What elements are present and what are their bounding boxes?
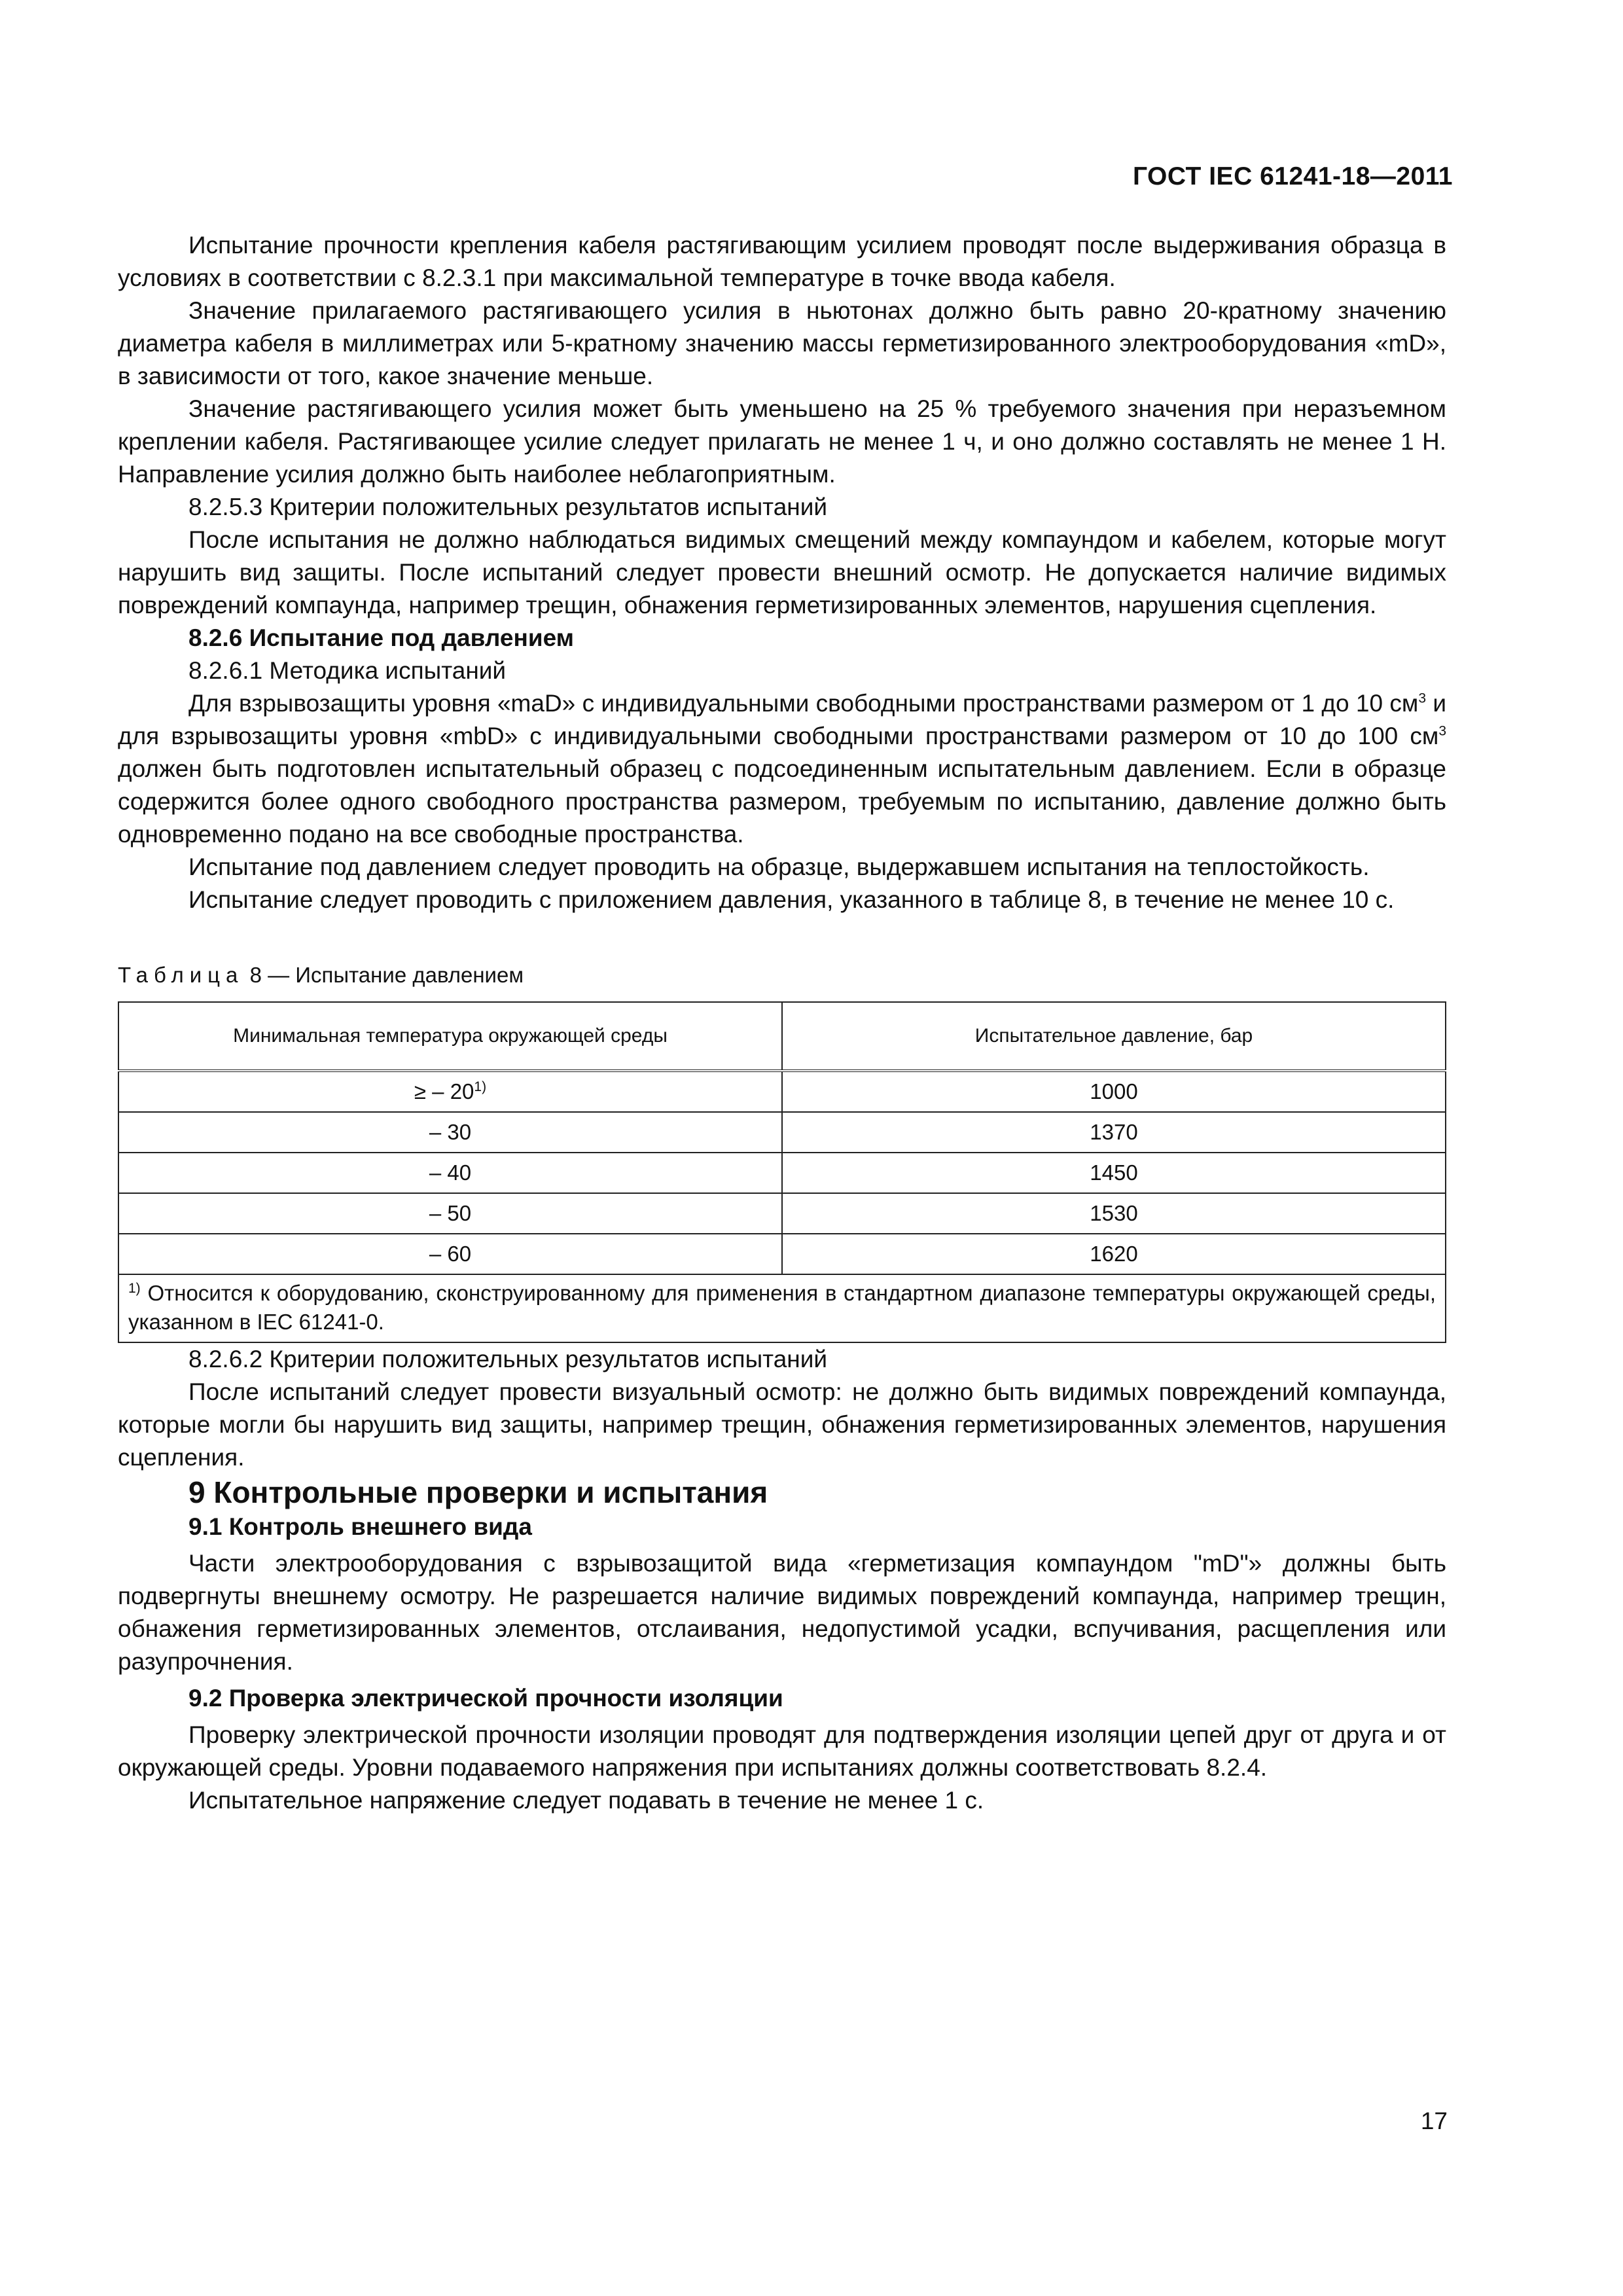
table-cell-temperature: – 60 [118, 1234, 782, 1274]
table-row [118, 1153, 1446, 1193]
table-row [118, 1071, 1446, 1112]
table-footnote [118, 1274, 1446, 1342]
table-row [118, 1112, 1446, 1153]
text-run: Для взрывозащиты уровня «maD» с индивидуальными свободными пространствами размером от 1 до 10 см [188, 690, 1419, 717]
table-cell-pressure: 1450 [782, 1153, 1446, 1193]
paragraph: Испытательное напряжение следует подавать в течение не менее 1 с. [188, 1787, 984, 1814]
pressure-test-table [118, 1001, 1446, 1343]
standard-code-header: ГОСТ IEC 61241-18—2011 [1132, 162, 1453, 190]
table-caption-title: 8 — Испытание давлением [249, 963, 524, 987]
table-caption-word: Таблица [118, 963, 244, 987]
table-cell-pressure: 1530 [782, 1193, 1446, 1234]
page-number: 17 [1420, 2108, 1448, 2134]
table-row [118, 1234, 1446, 1274]
paragraph: Части электрооборудования с взрывозащитой вида «герметизация компаундом "mD"» должны быть подвергнуты внешнему осмотру. Не разрешается наличие видимых повреждений компаунда, например трещин, обнажения герметизированных элементов, отслаивания, недопустимой усадки, вспучивания, расщепления или разупрочнения. [118, 1550, 1446, 1675]
table-footnote-row [118, 1274, 1446, 1342]
column-header-temperature: Минимальная температура окружающей среды [118, 1002, 782, 1071]
paragraph: Испытание следует проводить с приложением давления, указанного в таблице 8, в течение не менее 10 с. [188, 886, 1395, 913]
paragraph [118, 687, 1446, 851]
section-heading-92: 9.2 Проверка электрической прочности изоляции [188, 1685, 783, 1712]
footnote-ref: 1) [474, 1079, 487, 1094]
temperature-value: ≥ – 20 [414, 1079, 474, 1103]
text-run: должен быть подготовлен испытательный образец с подсоединенным испытательным давлением. Если в образце содержится более одного свободного пространства размером, требуемым по испытанию, давление должно быть одновременно подано на все свободные пространства. [118, 755, 1446, 848]
table-cell-temperature [118, 1071, 782, 1112]
table-cell-pressure: 1000 [782, 1071, 1446, 1112]
paragraph: Проверку электрической прочности изоляции проводят для подтверждения изоляции цепей друг от друга и от окружающей среды. Уровни подаваемого напряжения при испытаниях должны соответствовать 8.2.4. [118, 1721, 1446, 1781]
paragraph: После испытаний следует провести визуальный осмотр: не должно быть видимых повреждений компаунда, которые могли бы нарушить вид защиты, например трещин, обнажения герметизированных элементов, нарушения сцепления. [118, 1378, 1446, 1471]
column-header-pressure: Испытательное давление, бар [782, 1002, 1446, 1071]
table-cell-temperature: – 50 [118, 1193, 782, 1234]
table-row [118, 1193, 1446, 1234]
paragraph: Значение прилагаемого растягивающего усилия в ньютонах должно быть равно 20-кратному значению диаметра кабеля в миллиметрах или 5-кратному значению массы герметизированного электрооборудования «mD», в зависимости от того, какое значение меньше. [118, 297, 1446, 389]
paragraph: Испытание под давлением следует проводить на образце, выдержавшем испытания на теплостойкость. [188, 853, 1370, 880]
paragraph: После испытания не должно наблюдаться видимых смещений между компаундом и кабелем, которые могут нарушить вид защиты. После испытаний следует провести внешний осмотр. Не допускается наличие видимых повреждений компаунда, например трещин, обнажения герметизированных элементов, нарушения сцепления. [118, 526, 1446, 619]
table-header-row [118, 1002, 1446, 1071]
superscript: 3 [1438, 723, 1446, 739]
subsection-heading: 8.2.5.3 Критерии положительных результатов испытаний [188, 493, 828, 520]
text-run: и для взрывозащиты уровня «mbD» с индивидуальными свободными пространствами размером от 10 до 100 см [118, 690, 1446, 749]
footnote-text: Относится к оборудованию, сконструированному для применения в стандартном диапазоне температуры окружающей среды, указанном в IEC 61241-0. [128, 1281, 1436, 1334]
section-heading-9: 9 Контрольные проверки и испытания [188, 1475, 768, 1509]
section-heading-826: 8.2.6 Испытание под давлением [188, 624, 575, 651]
superscript: 3 [1418, 691, 1426, 706]
footnote-mark: 1) [128, 1281, 141, 1296]
table-cell-temperature: – 40 [118, 1153, 782, 1193]
paragraph: Значение растягивающего усилия может быть уменьшено на 25 % требуемого значения при неразъемном креплении кабеля. Растягивающее усилие следует прилагать не менее 1 ч, и оно должно составлять не менее 1 Н. Направление усилия должно быть наиболее неблагоприятным. [118, 395, 1446, 488]
section-heading-91: 9.1 Контроль внешнего вида [188, 1513, 532, 1540]
paragraph: Испытание прочности крепления кабеля растягивающим усилием проводят после выдерживания образца в условиях в соответствии с 8.2.3.1 при максимальной температуре в точке ввода кабеля. [118, 232, 1446, 291]
subsection-heading: 8.2.6.1 Методика испытаний [188, 657, 507, 684]
table-cell-pressure: 1370 [782, 1112, 1446, 1153]
table-cell-pressure: 1620 [782, 1234, 1446, 1274]
page-content [118, 229, 1446, 1817]
subsection-heading: 8.2.6.2 Критерии положительных результатов испытаний [188, 1346, 828, 1372]
table-caption [118, 961, 1446, 990]
table-cell-temperature: – 30 [118, 1112, 782, 1153]
